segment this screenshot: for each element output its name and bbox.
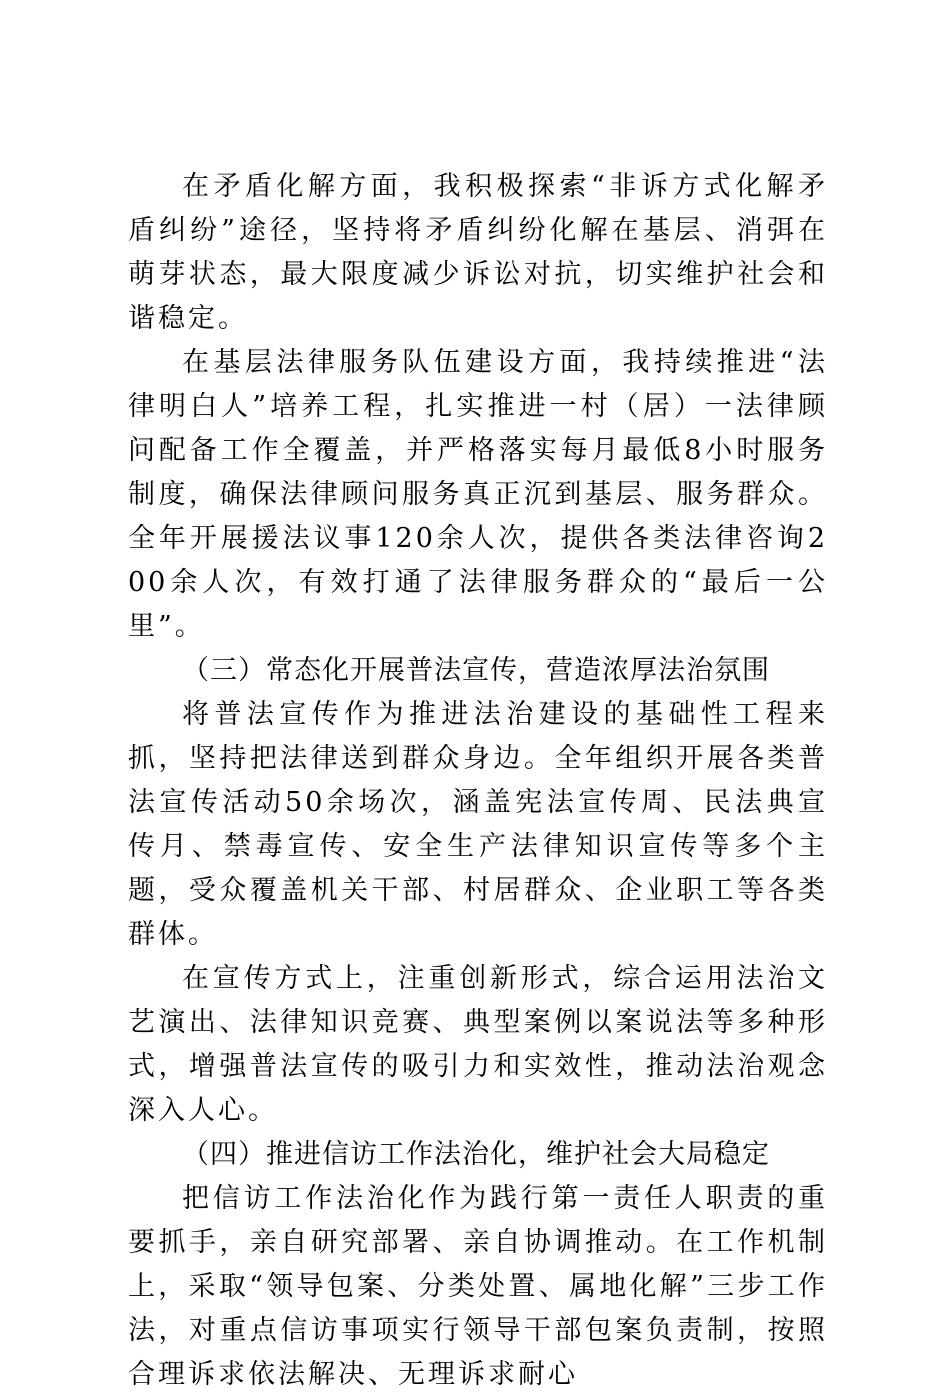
document-body xyxy=(128,165,828,1397)
paragraph-publicity-methods: 在宣传方式上，注重创新形式，综合运用法治文艺演出、法律知识竞赛、典型案例以案说法等多种形式，增强普法宣传的吸引力和实效性，推动法治观念深入人心。 xyxy=(128,963,828,1126)
paragraph-legal-publicity: 将普法宣传作为推进法治建设的基础性工程来抓，坚持把法律送到群众身边。全年组织开展各类普法宣传活动50余场次，涵盖宪法宣传周、民法典宣传月、禁毒宣传、安全生产法律知识宣传等多个主题，受众覆盖机关干部、村居群众、企业职工等各类群体。 xyxy=(128,699,828,950)
paragraph-conflict-resolution: 在矛盾化解方面，我积极探索“非诉方式化解矛盾纠纷”途径，坚持将矛盾纠纷化解在基层、消弭在萌芽状态，最大限度减少诉讼对抗，切实维护社会和谐稳定。 xyxy=(128,171,828,334)
section-heading-3: （三）常态化开展普法宣传，营造浓厚法治氛围 xyxy=(182,655,770,686)
section-heading-4: （四）推进信访工作法治化，维护社会大局稳定 xyxy=(182,1139,770,1170)
paragraph-legal-service-team: 在基层法律服务队伍建设方面，我持续推进“法律明白人”培养工程，扎实推进一村（居）一法律顾问配备工作全覆盖，并严格落实每月最低8小时服务制度，确保法律顾问服务真正沉到基层、服务群众。全年开展援法议事120余人次，提供各类法律咨询200余人次，有效打通了法律服务群众的“最后一公里”。 xyxy=(128,347,828,642)
paragraph-petition-work: 把信访工作法治化作为践行第一责任人职责的重要抓手，亲自研究部署、亲自协调推动。在工作机制上，采取“领导包案、分类处置、属地化解”三步工作法，对重点信访事项实行领导干部包案负责制，按照合理诉求依法解决、无理诉求耐心 xyxy=(128,1183,828,1390)
